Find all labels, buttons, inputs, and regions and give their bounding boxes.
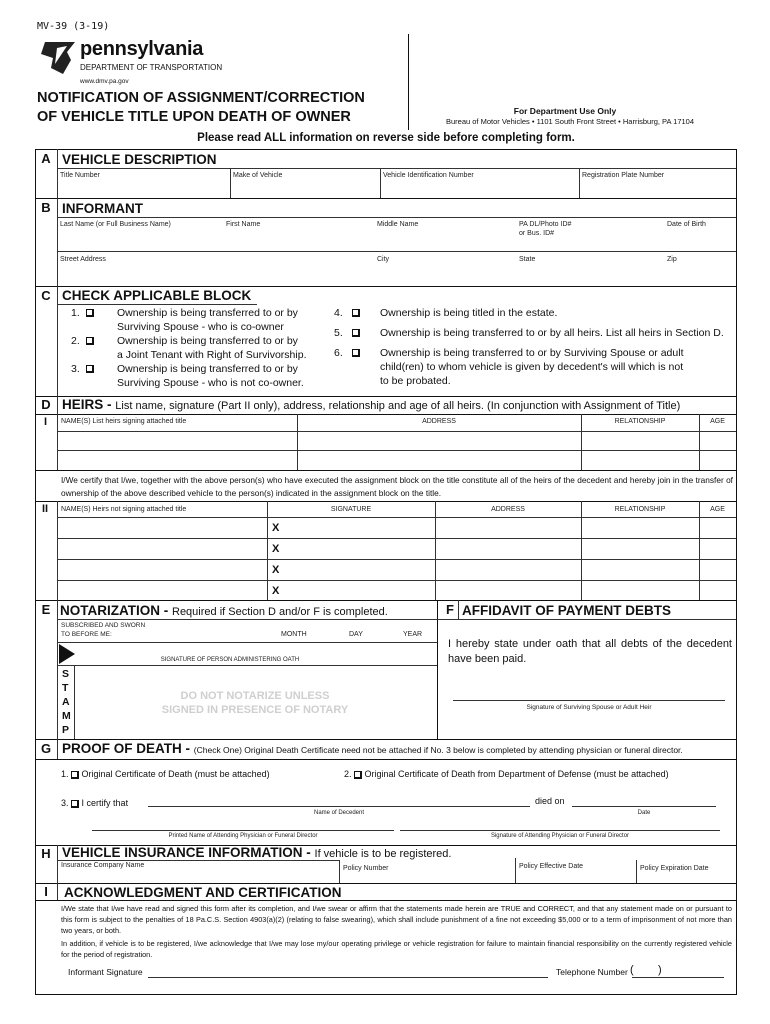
- signature-x-mark[interactable]: X: [272, 564, 280, 576]
- field-first-name[interactable]: First Name: [226, 221, 261, 228]
- heirs-certify-text: I/We certify that I/we, together with the above person(s) who have executed the assignment block on the title constitute all of the heirs of the decedent and hereby join in the transfer of ownership of the above described vehicle to the person(s) indicated in the assignment block on the title.: [61, 475, 733, 498]
- option-c3-text: Ownership is being transferred to or by Surviving Spouse - who is not co-owner.: [117, 363, 304, 389]
- option-c4[interactable]: 4.: [334, 306, 360, 320]
- heirs-col-name: NAME(S) List heirs signing attached title: [61, 418, 187, 425]
- logo-name: pennsylvania: [80, 38, 204, 60]
- pa-keystone-logo-icon: [37, 38, 77, 78]
- section-g-letter: G: [40, 741, 52, 756]
- section-h-title: VEHICLE INSURANCE INFORMATION - If vehicle is to be registered.: [62, 845, 452, 860]
- option-c1-text: Ownership is being transferred to or by Surviving Spouse - who is co-owner: [117, 307, 298, 333]
- heirs-part-1-label: I: [44, 416, 48, 428]
- telephone-line[interactable]: [632, 977, 724, 978]
- option-c6[interactable]: 6.: [334, 346, 360, 360]
- field-dob[interactable]: Date of Birth: [667, 221, 706, 228]
- section-a-title: VEHICLE DESCRIPTION: [62, 152, 217, 167]
- physician-signature[interactable]: Signature of Attending Physician or Funeral Director: [490, 833, 630, 839]
- field-middle-name[interactable]: Middle Name: [377, 221, 419, 228]
- checkbox-icon[interactable]: [86, 337, 94, 345]
- proof-option-1[interactable]: 1. Original Certificate of Death (must be attached): [61, 769, 270, 779]
- heirs2-col-relationship: RELATIONSHIP: [614, 506, 666, 513]
- heirs-col-address: ADDRESS: [422, 418, 456, 425]
- heirs-col-age: AGE: [710, 418, 725, 425]
- telephone-paren-close: ): [658, 964, 662, 976]
- field-zip[interactable]: Zip: [667, 256, 677, 263]
- heirs2-col-address: ADDRESS: [491, 506, 525, 513]
- section-i-letter: I: [44, 884, 48, 899]
- notary-day[interactable]: DAY: [349, 631, 363, 638]
- acknowledgment-text: I/We state that I/we have read and signed this form after its completion, and I/we swear or affirm that the statements made herein are TRUE and CORRECT, and that any statement made on or pursuant to this form is subject to the penalties of 18 Pa.C.S. Section 4903(a)(2) (relating to false swearing), which shall include punishment of a fine not exceeding $5,000 or to a term of imprisonment of not more than two years, or both.: [61, 904, 732, 935]
- dept-use-address: Bureau of Motor Vehicles • 1101 South Front Street • Harrisburg, PA 17104: [445, 117, 695, 126]
- logo-dept: DEPARTMENT OF TRANSPORTATION: [80, 63, 223, 72]
- informant-signature-label: Informant Signature: [68, 967, 143, 977]
- field-last-name[interactable]: Last Name (or Full Business Name): [60, 221, 171, 228]
- checkbox-icon[interactable]: [352, 329, 360, 337]
- heirs-part-2-label: II: [42, 503, 49, 515]
- option-c5-text: Ownership is being transferred to or by all heirs. List all heirs in Section D.: [380, 327, 724, 339]
- section-e-letter: E: [41, 602, 51, 617]
- checkbox-icon[interactable]: [86, 309, 94, 317]
- signature-x-mark[interactable]: X: [272, 522, 280, 534]
- affidavit-signature[interactable]: Signature of Surviving Spouse or Adult Heir: [526, 704, 652, 711]
- option-c1[interactable]: 1.: [71, 306, 94, 320]
- checkbox-icon[interactable]: [71, 771, 79, 779]
- telephone-paren-open: (: [630, 964, 634, 976]
- field-street-address[interactable]: Street Address: [60, 256, 106, 263]
- checkbox-icon[interactable]: [352, 349, 360, 357]
- field-state[interactable]: State: [519, 256, 536, 263]
- option-c2[interactable]: 2.: [71, 334, 94, 348]
- heirs-col-relationship: RELATIONSHIP: [614, 418, 666, 425]
- stamp-label: S T A M P: [62, 668, 71, 736]
- section-c-letter: C: [41, 288, 51, 303]
- section-f-letter: F: [446, 602, 454, 617]
- notary-watermark-line1: DO NOT NOTARIZE UNLESS: [180, 690, 330, 702]
- form-id: MV-39 (3-19): [37, 21, 110, 32]
- form-title-line1: NOTIFICATION OF ASSIGNMENT/CORRECTION: [37, 90, 365, 106]
- checkbox-icon[interactable]: [352, 309, 360, 317]
- section-c-title: CHECK APPLICABLE BLOCK: [62, 288, 252, 303]
- insurance-company-field[interactable]: Insurance Company Name: [61, 862, 145, 869]
- registration-text: In addition, if vehicle is to be registered, I/we acknowledge that I/we may lose my/our operating privilege or vehicle registration for failure to maintain financial responsibility on the currently registered vehicle for the period of registration.: [61, 939, 732, 959]
- notary-before-me: TO BEFORE ME:: [61, 631, 112, 638]
- field-title-number[interactable]: Title Number: [60, 172, 100, 179]
- section-b-title: INFORMANT: [62, 201, 143, 216]
- section-d-letter: D: [41, 397, 51, 412]
- heirs2-col-name: NAME(S) Heirs not signing attached title: [61, 506, 187, 513]
- proof-option-2[interactable]: 2. Original Certificate of Death from Department of Defense (must be attached): [344, 769, 669, 779]
- checkbox-icon[interactable]: [86, 365, 94, 373]
- logo-url: www.dmv.pa.gov: [80, 78, 129, 85]
- notary-subscribed: SUBSCRIBED AND SWORN: [61, 622, 146, 629]
- field-registration-plate[interactable]: Registration Plate Number: [582, 172, 665, 179]
- section-g-title: PROOF OF DEATH - (Check One) Original Death Certificate need not be attached if No. 3 below is completed by attending physician or funeral director.: [62, 741, 683, 756]
- option-c5[interactable]: 5.: [334, 326, 360, 340]
- option-c4-text: Ownership is being titled in the estate.: [380, 307, 558, 319]
- informant-signature-line[interactable]: [148, 977, 548, 978]
- notary-month[interactable]: MONTH: [281, 631, 307, 638]
- notary-watermark-line2: SIGNED IN PRESENCE OF NOTARY: [161, 704, 349, 716]
- telephone-label: Telephone Number: [556, 967, 628, 977]
- policy-number-field[interactable]: Policy Number: [343, 865, 389, 872]
- checkbox-icon[interactable]: [354, 771, 362, 779]
- notary-year[interactable]: YEAR: [403, 631, 423, 638]
- signature-arrow-icon: [59, 644, 75, 664]
- signature-x-mark[interactable]: X: [272, 543, 280, 555]
- section-b-letter: B: [41, 200, 51, 215]
- decedent-name-field[interactable]: Name of Decedent: [313, 810, 365, 816]
- policy-expiration-field[interactable]: Policy Expiration Date: [640, 865, 709, 872]
- field-make-of-vehicle[interactable]: Make of Vehicle: [233, 172, 283, 179]
- field-vin[interactable]: Vehicle Identification Number: [383, 172, 474, 179]
- heirs2-col-signature: SIGNATURE: [330, 506, 372, 513]
- field-city[interactable]: City: [377, 256, 390, 263]
- instruction: Please read ALL information on reverse side before completing form.: [197, 132, 575, 144]
- option-c6-text: Ownership is being transferred to or by Surviving Spouse or adult child(ren) to whom vehicle is given by decedent's will which is not to be probated.: [380, 347, 684, 387]
- form-title-line2: OF VEHICLE TITLE UPON DEATH OF OWNER: [37, 109, 351, 125]
- section-d-title: HEIRS - List name, signature (Part II only), address, relationship and age of all heirs. (In conjunction with Assignment of Title): [62, 397, 681, 412]
- field-bus-id[interactable]: or Bus. ID#: [519, 230, 555, 237]
- affidavit-text: I hereby state under oath that all debts of the decedent have been paid.: [448, 638, 732, 665]
- dept-use-label: For Department Use Only: [513, 106, 617, 116]
- section-f-title: AFFIDAVIT OF PAYMENT DEBTS: [462, 603, 672, 618]
- checkbox-icon[interactable]: [71, 800, 79, 808]
- policy-effective-field[interactable]: Policy Effective Date: [519, 863, 584, 870]
- physician-printed-name[interactable]: Printed Name of Attending Physician or Funeral Director: [168, 833, 318, 839]
- section-h-letter: H: [41, 846, 51, 861]
- section-i-title: ACKNOWLEDGMENT AND CERTIFICATION: [64, 885, 342, 900]
- notary-signature-label[interactable]: SIGNATURE OF PERSON ADMINISTERING OATH: [160, 657, 300, 663]
- header-divider: [408, 34, 409, 130]
- section-a-letter: A: [41, 151, 51, 166]
- death-date-field[interactable]: Date: [637, 810, 651, 816]
- field-dl-id[interactable]: PA DL/Photo ID#: [519, 221, 572, 228]
- option-c2-text: Ownership is being transferred to or by a Joint Tenant with Right of Survivorship.: [117, 335, 307, 361]
- proof-option-3[interactable]: 3. I certify that: [61, 798, 129, 808]
- section-e-title: NOTARIZATION - Required if Section D and/or F is completed.: [60, 603, 388, 618]
- heirs2-col-age: AGE: [710, 506, 725, 513]
- option-c3[interactable]: 3.: [71, 362, 94, 376]
- signature-x-mark[interactable]: X: [272, 585, 280, 597]
- died-on-label: died on: [535, 796, 565, 806]
